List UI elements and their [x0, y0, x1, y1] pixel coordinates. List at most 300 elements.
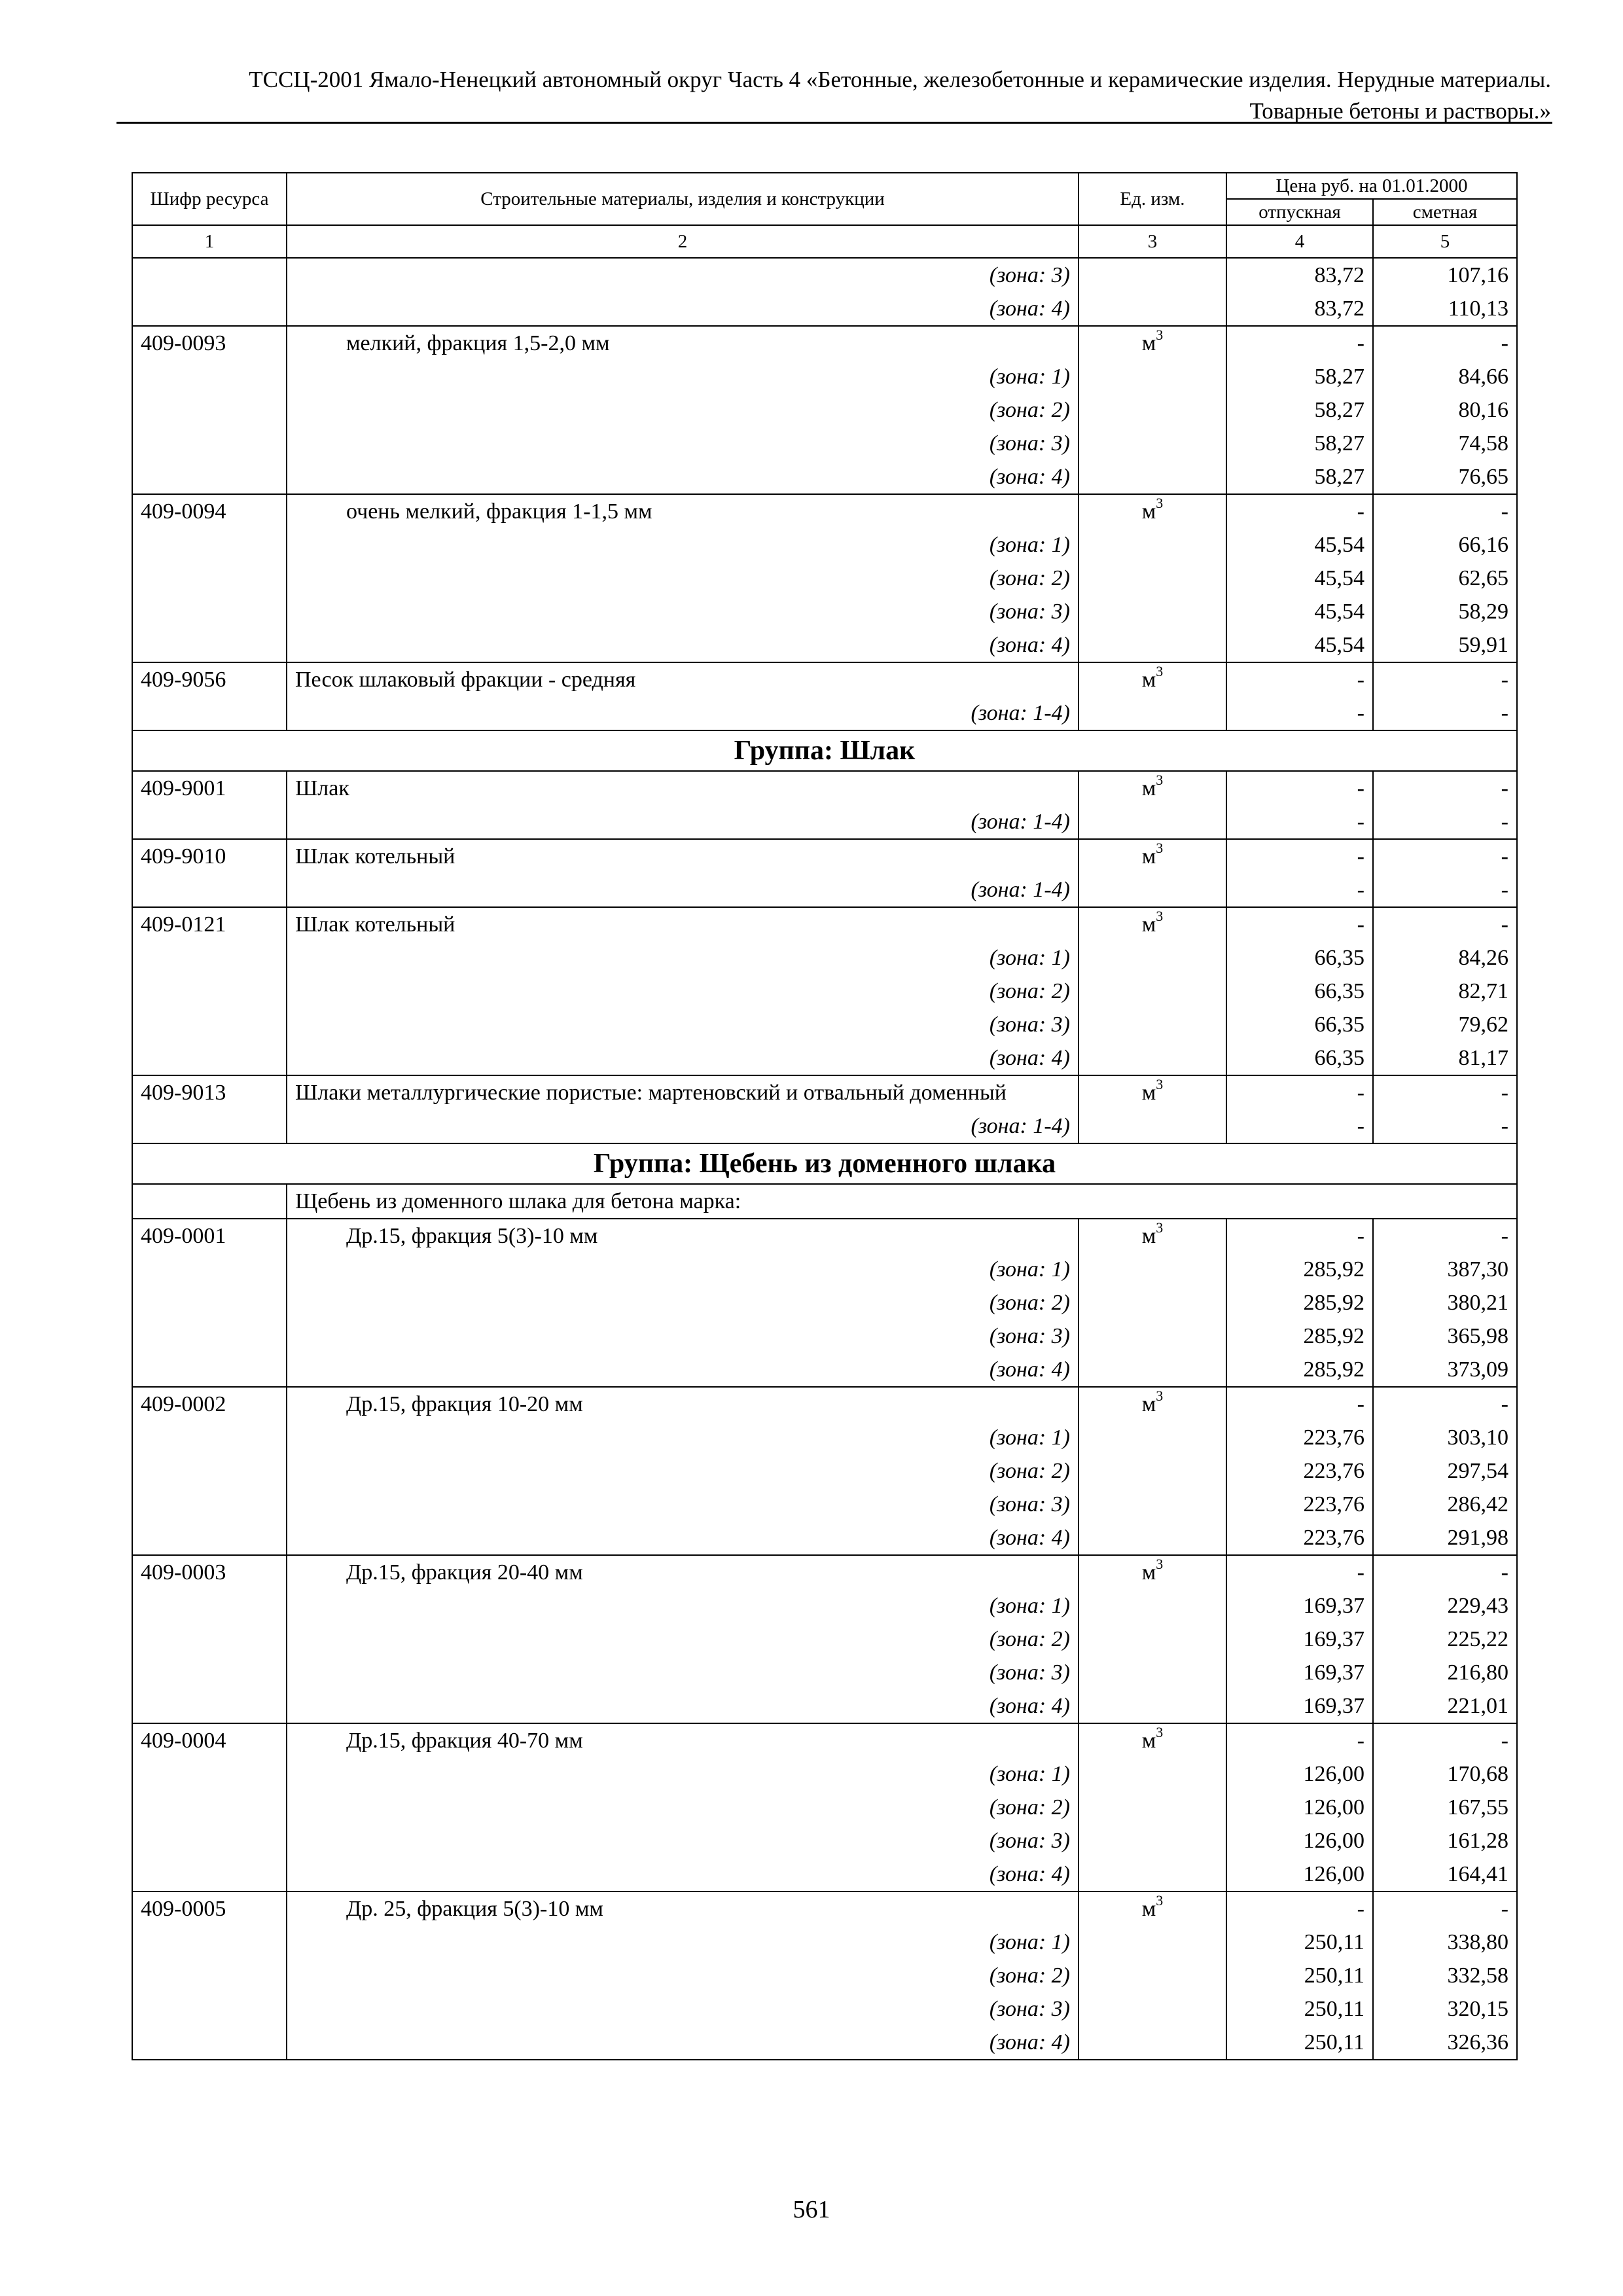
- zone-row: [132, 1824, 1517, 1857]
- estimate-price: 164,41: [1373, 1857, 1517, 1892]
- estimate-price: -: [1373, 771, 1517, 805]
- empty-cell: [132, 696, 287, 730]
- empty-cell: [132, 1353, 287, 1387]
- group-heading-row: [132, 730, 1517, 771]
- release-price: 126,00: [1226, 1791, 1373, 1824]
- col-header-price: Цена руб. на 01.01.2000: [1226, 173, 1517, 199]
- release-price: 126,00: [1226, 1857, 1373, 1892]
- header-rule: [116, 122, 1552, 124]
- page-number: 561: [793, 2196, 830, 2223]
- zone-label: (зона: 2): [287, 1959, 1079, 1992]
- release-price: 223,76: [1226, 1421, 1373, 1454]
- zone-row: [132, 427, 1517, 460]
- estimate-price: -: [1373, 1723, 1517, 1757]
- release-price: 250,11: [1226, 1926, 1373, 1959]
- empty-cell: [132, 1926, 287, 1959]
- material-name: Др. 25, фракция 5(3)-10 мм: [287, 1892, 1079, 1926]
- release-price: 58,27: [1226, 460, 1373, 494]
- empty-cell: [132, 1521, 287, 1555]
- estimate-price: 82,71: [1373, 975, 1517, 1008]
- empty-cell: [132, 1421, 287, 1454]
- estimate-price: -: [1373, 1892, 1517, 1926]
- empty-cell: [132, 1319, 287, 1353]
- zone-label: (зона: 3): [287, 1992, 1079, 2026]
- estimate-price: 110,13: [1373, 292, 1517, 326]
- release-price: 66,35: [1226, 1008, 1373, 1041]
- estimate-price: 66,16: [1373, 528, 1517, 562]
- empty-cell: [1079, 805, 1226, 839]
- estimate-price: -: [1373, 839, 1517, 873]
- zone-label: (зона: 4): [287, 2026, 1079, 2060]
- empty-cell: [132, 1109, 287, 1143]
- unit-cell: $м^3$: [1079, 494, 1226, 528]
- release-price: 250,11: [1226, 1959, 1373, 1992]
- empty-cell: [1079, 1353, 1226, 1387]
- header-line-2: Товарные бетоны и растворы.»: [1249, 98, 1551, 124]
- release-price: 45,54: [1226, 595, 1373, 628]
- resource-code: 409-0002: [132, 1387, 287, 1421]
- empty-cell: [132, 460, 287, 494]
- estimate-price: 338,80: [1373, 1926, 1517, 1959]
- material-name: Др.15, фракция 20-40 мм: [287, 1555, 1079, 1589]
- price-table: [132, 172, 1518, 2060]
- estimate-price: 84,26: [1373, 941, 1517, 975]
- resource-code: 409-0001: [132, 1219, 287, 1253]
- release-price: 285,92: [1226, 1286, 1373, 1319]
- zone-row: [132, 1521, 1517, 1555]
- column-number: 3: [1079, 225, 1226, 258]
- unit-superscript: 3: [1156, 907, 1164, 924]
- release-price: 58,27: [1226, 360, 1373, 393]
- zone-row: [132, 1959, 1517, 1992]
- empty-cell: [1079, 1757, 1226, 1791]
- release-price: 285,92: [1226, 1353, 1373, 1387]
- resource-code: 409-9010: [132, 839, 287, 873]
- empty-cell: [1079, 1041, 1226, 1075]
- zone-row: [132, 595, 1517, 628]
- estimate-price: 291,98: [1373, 1521, 1517, 1555]
- unit-superscript: 3: [1156, 494, 1164, 511]
- material-name: Шлак котельный: [287, 907, 1079, 941]
- zone-label: (зона: 3): [287, 1824, 1079, 1857]
- estimate-price: -: [1373, 1387, 1517, 1421]
- empty-cell: [1079, 460, 1226, 494]
- estimate-price: 58,29: [1373, 595, 1517, 628]
- estimate-price: 365,98: [1373, 1319, 1517, 1353]
- estimate-price: 286,42: [1373, 1488, 1517, 1521]
- material-name: Шлаки металлургические пористые: мартеновский и отвальный доменный: [287, 1075, 1079, 1109]
- estimate-price: 387,30: [1373, 1253, 1517, 1286]
- release-price: -: [1226, 494, 1373, 528]
- resource-code: 409-9013: [132, 1075, 287, 1109]
- table-row: [132, 494, 1517, 528]
- resource-code: 409-9001: [132, 771, 287, 805]
- unit-superscript: 3: [1156, 1555, 1164, 1572]
- unit-superscript: 3: [1156, 1075, 1164, 1092]
- empty-cell: [1079, 1286, 1226, 1319]
- table-row: [132, 1075, 1517, 1109]
- empty-cell: [132, 975, 287, 1008]
- zone-row: [132, 1589, 1517, 1623]
- zone-row: [132, 292, 1517, 326]
- release-price: -: [1226, 696, 1373, 730]
- empty-cell: [1079, 1623, 1226, 1656]
- zone-row: [132, 460, 1517, 494]
- zone-row: [132, 258, 1517, 292]
- unit-cell: $м^3$: [1079, 1723, 1226, 1757]
- empty-cell: [1079, 1109, 1226, 1143]
- release-price: 285,92: [1226, 1253, 1373, 1286]
- zone-row: [132, 975, 1517, 1008]
- estimate-price: 84,66: [1373, 360, 1517, 393]
- zone-label: (зона: 4): [287, 460, 1079, 494]
- zone-label: (зона: 2): [287, 1286, 1079, 1319]
- empty-cell: [132, 1008, 287, 1041]
- zone-label: (зона: 3): [287, 1488, 1079, 1521]
- empty-cell: [1079, 562, 1226, 595]
- zone-row: [132, 1656, 1517, 1689]
- table-header-row: [132, 173, 1517, 199]
- empty-cell: [132, 1857, 287, 1892]
- empty-cell: [132, 1184, 287, 1219]
- zone-label: (зона: 1): [287, 1421, 1079, 1454]
- zone-label: (зона: 1): [287, 360, 1079, 393]
- zone-row: [132, 1791, 1517, 1824]
- empty-cell: [132, 1253, 287, 1286]
- zone-label: (зона: 3): [287, 595, 1079, 628]
- release-price: -: [1226, 1075, 1373, 1109]
- estimate-price: -: [1373, 873, 1517, 907]
- zone-row: [132, 1109, 1517, 1143]
- subgroup-intro: Щебень из доменного шлака для бетона марка:: [287, 1184, 1517, 1219]
- empty-cell: [1079, 1421, 1226, 1454]
- empty-cell: [1079, 1008, 1226, 1041]
- empty-cell: [1079, 1319, 1226, 1353]
- estimate-price: 59,91: [1373, 628, 1517, 662]
- empty-cell: [132, 1689, 287, 1723]
- release-price: -: [1226, 1109, 1373, 1143]
- zone-label: (зона: 2): [287, 1791, 1079, 1824]
- group-heading: Группа: Шлак: [132, 730, 1517, 771]
- estimate-price: 167,55: [1373, 1791, 1517, 1824]
- estimate-price: -: [1373, 907, 1517, 941]
- table-row: [132, 1555, 1517, 1589]
- table-row: [132, 907, 1517, 941]
- zone-label: (зона: 3): [287, 427, 1079, 460]
- release-price: 66,35: [1226, 941, 1373, 975]
- estimate-price: 161,28: [1373, 1824, 1517, 1857]
- zone-row: [132, 360, 1517, 393]
- zone-label: (зона: 4): [287, 1353, 1079, 1387]
- estimate-price: -: [1373, 1219, 1517, 1253]
- estimate-price: 62,65: [1373, 562, 1517, 595]
- unit-cell: $м^3$: [1079, 771, 1226, 805]
- zone-row: [132, 562, 1517, 595]
- unit-superscript: 3: [1156, 326, 1164, 343]
- release-price: -: [1226, 1723, 1373, 1757]
- unit-cell: $м^3$: [1079, 1555, 1226, 1589]
- estimate-price: 79,62: [1373, 1008, 1517, 1041]
- zone-label: (зона: 1): [287, 941, 1079, 975]
- release-price: -: [1226, 1892, 1373, 1926]
- zone-row: [132, 1992, 1517, 2026]
- zone-row: [132, 941, 1517, 975]
- page-header: [118, 64, 1551, 127]
- estimate-price: 373,09: [1373, 1353, 1517, 1387]
- table-row: [132, 1387, 1517, 1421]
- unit-cell: $м^3$: [1079, 1219, 1226, 1253]
- release-price: -: [1226, 1219, 1373, 1253]
- material-name: Др.15, фракция 5(3)-10 мм: [287, 1219, 1079, 1253]
- table-row: [132, 771, 1517, 805]
- column-number: 5: [1373, 225, 1517, 258]
- release-price: 250,11: [1226, 1992, 1373, 2026]
- empty-cell: [1079, 595, 1226, 628]
- col-header-name: Строительные материалы, изделия и конструкции: [287, 173, 1079, 225]
- zone-row: [132, 1286, 1517, 1319]
- zone-label: (зона: 4): [287, 1521, 1079, 1555]
- zone-row: [132, 1689, 1517, 1723]
- material-name: мелкий, фракция 1,5-2,0 мм: [287, 326, 1079, 360]
- empty-cell: [1079, 1521, 1226, 1555]
- estimate-price: 80,16: [1373, 393, 1517, 427]
- resource-code: 409-9056: [132, 662, 287, 696]
- release-price: -: [1226, 326, 1373, 360]
- zone-row: [132, 1454, 1517, 1488]
- release-price: -: [1226, 771, 1373, 805]
- empty-cell: [132, 595, 287, 628]
- unit-superscript: 3: [1156, 1723, 1164, 1740]
- empty-cell: [1079, 427, 1226, 460]
- empty-cell: [1079, 528, 1226, 562]
- estimate-price: -: [1373, 805, 1517, 839]
- material-name: Др.15, фракция 10-20 мм: [287, 1387, 1079, 1421]
- estimate-price: 380,21: [1373, 1286, 1517, 1319]
- zone-label: (зона: 2): [287, 562, 1079, 595]
- empty-cell: [132, 2026, 287, 2060]
- empty-cell: [132, 941, 287, 975]
- zone-label: (зона: 1): [287, 528, 1079, 562]
- empty-cell: [1079, 1488, 1226, 1521]
- empty-cell: [1079, 360, 1226, 393]
- table-row: [132, 326, 1517, 360]
- release-price: 169,37: [1226, 1689, 1373, 1723]
- col-header-unit: Ед. изм.: [1079, 173, 1226, 225]
- column-numbers-row: [132, 225, 1517, 258]
- table-row: [132, 1219, 1517, 1253]
- estimate-price: 107,16: [1373, 258, 1517, 292]
- zone-label: (зона: 2): [287, 1454, 1079, 1488]
- table-row: [132, 662, 1517, 696]
- estimate-price: -: [1373, 494, 1517, 528]
- release-price: 58,27: [1226, 393, 1373, 427]
- estimate-price: -: [1373, 696, 1517, 730]
- estimate-price: -: [1373, 1075, 1517, 1109]
- col-header-estimate-price: сметная: [1373, 199, 1517, 225]
- zone-label: (зона: 1): [287, 1757, 1079, 1791]
- unit-cell: $м^3$: [1079, 326, 1226, 360]
- empty-cell: [132, 393, 287, 427]
- zone-label: (зона: 1-4): [287, 805, 1079, 839]
- empty-cell: [1079, 975, 1226, 1008]
- release-price: -: [1226, 662, 1373, 696]
- empty-cell: [132, 528, 287, 562]
- estimate-price: -: [1373, 662, 1517, 696]
- table-row: [132, 839, 1517, 873]
- empty-cell: [132, 1623, 287, 1656]
- col-header-release-price: отпускная: [1226, 199, 1373, 225]
- unit-cell: $м^3$: [1079, 1892, 1226, 1926]
- empty-cell: [132, 292, 287, 326]
- release-price: -: [1226, 907, 1373, 941]
- zone-row: [132, 1008, 1517, 1041]
- empty-cell: [1079, 1959, 1226, 1992]
- estimate-price: 221,01: [1373, 1689, 1517, 1723]
- unit-superscript: 3: [1156, 771, 1164, 788]
- material-name: Др.15, фракция 40-70 мм: [287, 1723, 1079, 1757]
- empty-cell: [1079, 1824, 1226, 1857]
- zone-label: (зона: 2): [287, 1623, 1079, 1656]
- empty-cell: [132, 1992, 287, 2026]
- empty-cell: [132, 1656, 287, 1689]
- zone-row: [132, 873, 1517, 907]
- release-price: 45,54: [1226, 562, 1373, 595]
- release-price: -: [1226, 805, 1373, 839]
- empty-cell: [132, 1286, 287, 1319]
- resource-code: 409-0121: [132, 907, 287, 941]
- zone-row: [132, 1926, 1517, 1959]
- group-heading-row: [132, 1143, 1517, 1184]
- empty-cell: [132, 1959, 287, 1992]
- empty-cell: [1079, 2026, 1226, 2060]
- material-name: Песок шлаковый фракции - средняя: [287, 662, 1079, 696]
- zone-label: (зона: 4): [287, 1857, 1079, 1892]
- zone-label: (зона: 4): [287, 292, 1079, 326]
- estimate-price: -: [1373, 1109, 1517, 1143]
- zone-row: [132, 805, 1517, 839]
- zone-row: [132, 1353, 1517, 1387]
- empty-cell: [1079, 1857, 1226, 1892]
- empty-cell: [132, 1791, 287, 1824]
- release-price: 66,35: [1226, 1041, 1373, 1075]
- release-price: 45,54: [1226, 528, 1373, 562]
- zone-label: (зона: 1): [287, 1253, 1079, 1286]
- unit-superscript: 3: [1156, 1892, 1164, 1909]
- empty-cell: [132, 873, 287, 907]
- zone-row: [132, 393, 1517, 427]
- empty-cell: [1079, 1253, 1226, 1286]
- zone-row: [132, 1857, 1517, 1892]
- empty-cell: [132, 1041, 287, 1075]
- zone-row: [132, 1623, 1517, 1656]
- estimate-price: 320,15: [1373, 1992, 1517, 2026]
- empty-cell: [132, 805, 287, 839]
- unit-cell: $м^3$: [1079, 839, 1226, 873]
- empty-cell: [1079, 393, 1226, 427]
- estimate-price: 225,22: [1373, 1623, 1517, 1656]
- zone-row: [132, 528, 1517, 562]
- empty-cell: [1079, 696, 1226, 730]
- estimate-price: 326,36: [1373, 2026, 1517, 2060]
- resource-code: 409-0094: [132, 494, 287, 528]
- empty-cell: [1079, 1689, 1226, 1723]
- zone-row: [132, 1488, 1517, 1521]
- zone-row: [132, 696, 1517, 730]
- release-price: 169,37: [1226, 1589, 1373, 1623]
- unit-cell: $м^3$: [1079, 1075, 1226, 1109]
- estimate-price: -: [1373, 1555, 1517, 1589]
- release-price: -: [1226, 839, 1373, 873]
- zone-label: (зона: 4): [287, 1041, 1079, 1075]
- zone-label: (зона: 1-4): [287, 1109, 1079, 1143]
- release-price: 169,37: [1226, 1656, 1373, 1689]
- zone-row: [132, 1253, 1517, 1286]
- estimate-price: -: [1373, 326, 1517, 360]
- empty-cell: [132, 1454, 287, 1488]
- release-price: 285,92: [1226, 1319, 1373, 1353]
- empty-cell: [1079, 1791, 1226, 1824]
- release-price: 126,00: [1226, 1757, 1373, 1791]
- column-number: 1: [132, 225, 287, 258]
- release-price: -: [1226, 873, 1373, 907]
- column-number: 2: [287, 225, 1079, 258]
- estimate-price: 76,65: [1373, 460, 1517, 494]
- empty-cell: [1079, 628, 1226, 662]
- zone-label: (зона: 3): [287, 258, 1079, 292]
- release-price: 223,76: [1226, 1521, 1373, 1555]
- subgroup-intro-row: [132, 1184, 1517, 1219]
- release-price: 83,72: [1226, 258, 1373, 292]
- estimate-price: 170,68: [1373, 1757, 1517, 1791]
- zone-row: [132, 1319, 1517, 1353]
- empty-cell: [132, 1488, 287, 1521]
- release-price: 223,76: [1226, 1488, 1373, 1521]
- resource-code: 409-0093: [132, 326, 287, 360]
- empty-cell: [1079, 1589, 1226, 1623]
- unit-superscript: 3: [1156, 839, 1164, 856]
- zone-label: (зона: 3): [287, 1656, 1079, 1689]
- unit-cell: $м^3$: [1079, 907, 1226, 941]
- zone-label: (зона: 4): [287, 1689, 1079, 1723]
- estimate-price: 229,43: [1373, 1589, 1517, 1623]
- zone-label: (зона: 3): [287, 1008, 1079, 1041]
- resource-code: 409-0004: [132, 1723, 287, 1757]
- unit-superscript: 3: [1156, 662, 1164, 679]
- release-price: 126,00: [1226, 1824, 1373, 1857]
- zone-label: (зона: 3): [287, 1319, 1079, 1353]
- column-number: 4: [1226, 225, 1373, 258]
- zone-label: (зона: 1-4): [287, 696, 1079, 730]
- unit-superscript: 3: [1156, 1219, 1164, 1236]
- empty-cell: [1079, 1926, 1226, 1959]
- resource-code: 409-0003: [132, 1555, 287, 1589]
- zone-label: (зона: 4): [287, 628, 1079, 662]
- zone-label: (зона: 1): [287, 1926, 1079, 1959]
- zone-row: [132, 2026, 1517, 2060]
- zone-row: [132, 1041, 1517, 1075]
- estimate-price: 74,58: [1373, 427, 1517, 460]
- release-price: 83,72: [1226, 292, 1373, 326]
- empty-cell: [132, 1589, 287, 1623]
- empty-cell: [1079, 1656, 1226, 1689]
- empty-cell: [1079, 292, 1226, 326]
- zone-row: [132, 1421, 1517, 1454]
- empty-cell: [132, 258, 287, 292]
- zone-label: (зона: 2): [287, 393, 1079, 427]
- empty-cell: [1079, 873, 1226, 907]
- empty-cell: [1079, 1454, 1226, 1488]
- release-price: -: [1226, 1555, 1373, 1589]
